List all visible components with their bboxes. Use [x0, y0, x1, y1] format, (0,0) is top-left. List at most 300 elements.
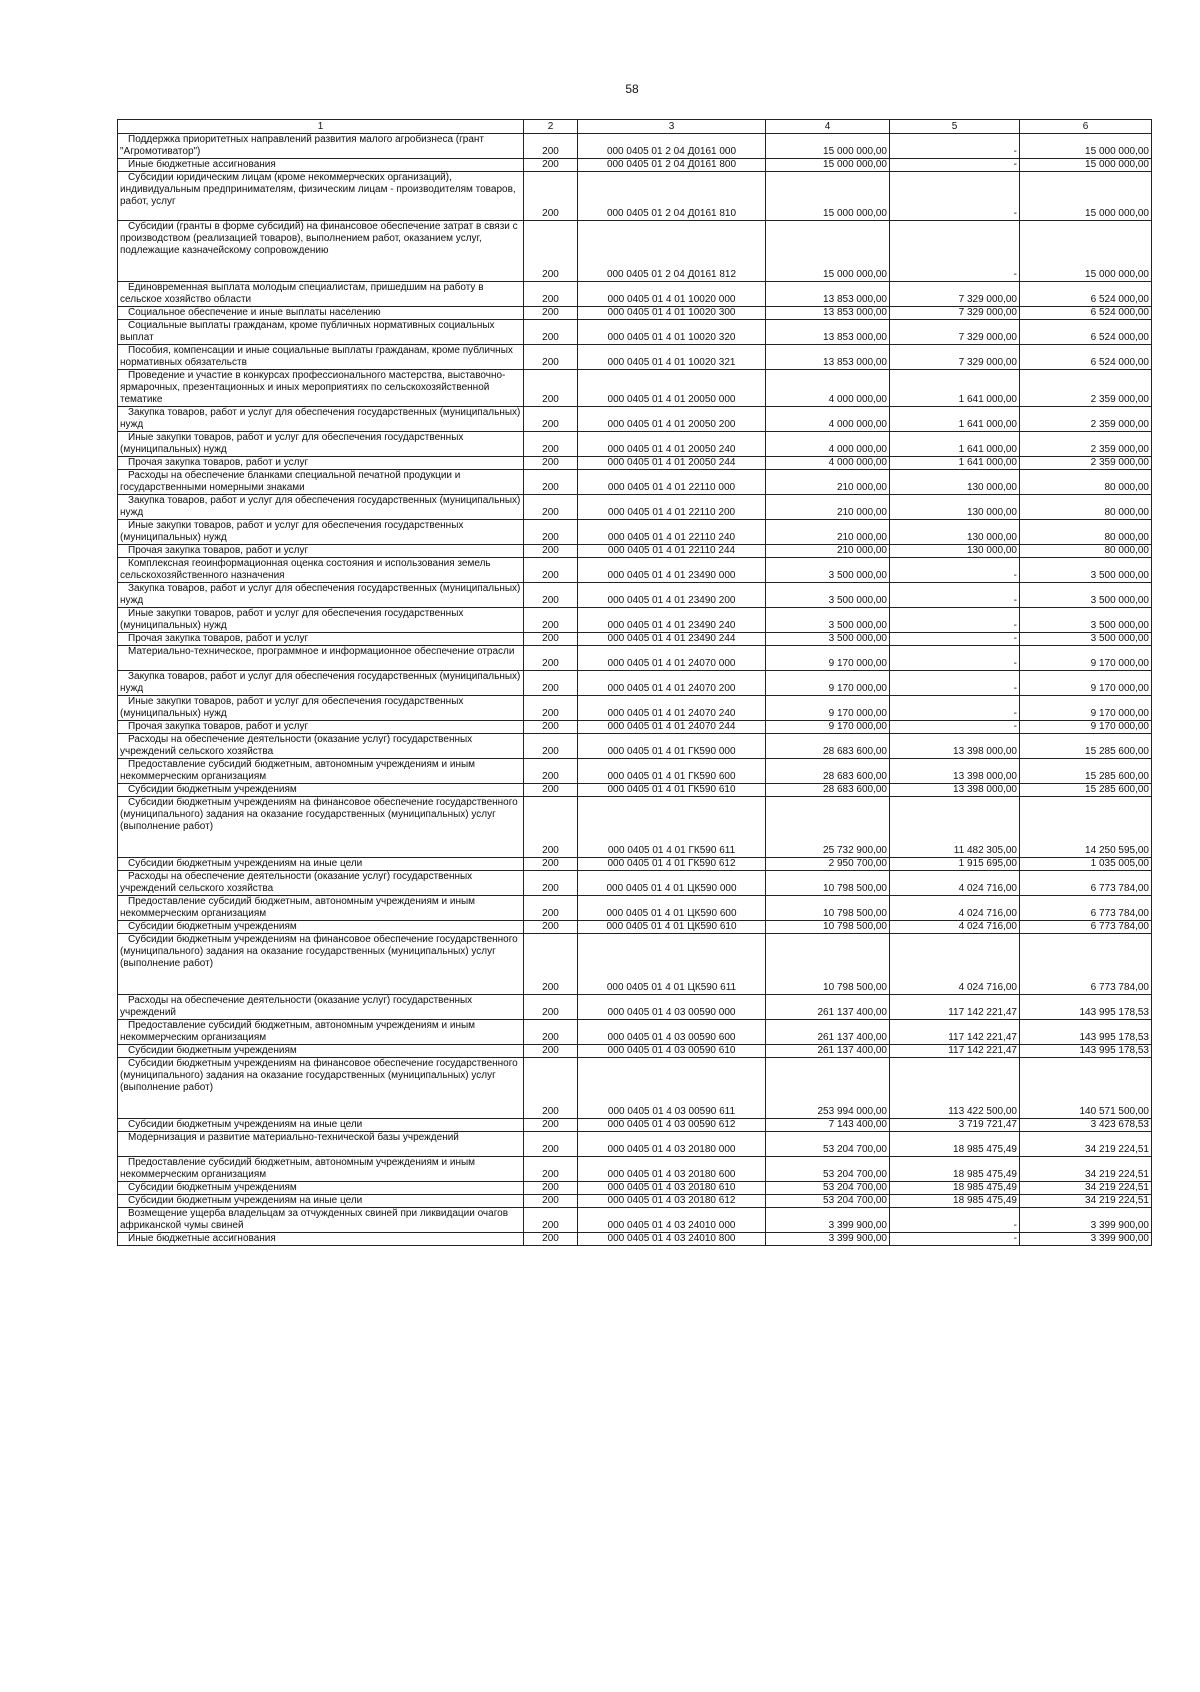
remainder-cell: 143 995 178,53 [1020, 1020, 1152, 1045]
budget-code-cell: 000 0405 01 4 03 24010 000 [578, 1208, 766, 1233]
section-code-cell: 200 [524, 407, 578, 432]
remainder-cell: 9 170 000,00 [1020, 721, 1152, 734]
executed-cell: - [890, 558, 1020, 583]
section-code-cell: 200 [524, 896, 578, 921]
row-name-cell: Предоставление субсидий бюджетным, автономным учреждениям и иным некоммерческим организациям [118, 896, 524, 921]
budget-code-cell: 000 0405 01 4 01 20050 244 [578, 457, 766, 470]
table-row [118, 646, 1152, 671]
executed-cell: 1 641 000,00 [890, 407, 1020, 432]
budget-code-cell: 000 0405 01 4 03 00590 000 [578, 995, 766, 1020]
section-code-cell: 200 [524, 221, 578, 282]
row-name-cell: Иные закупки товаров, работ и услуг для обеспечения государственных (муниципальных) нужд [118, 696, 524, 721]
table-row [118, 159, 1152, 172]
row-name-cell: Прочая закупка товаров, работ и услуг [118, 633, 524, 646]
section-code-cell: 200 [524, 558, 578, 583]
remainder-cell: 3 423 678,53 [1020, 1119, 1152, 1132]
row-name-cell: Возмещение ущерба владельцам за отчужденных свиней при ликвидации очагов африканской чумы свиней [118, 1208, 524, 1233]
remainder-cell: 3 500 000,00 [1020, 583, 1152, 608]
table-row [118, 608, 1152, 633]
section-code-cell: 200 [524, 784, 578, 797]
table-row [118, 934, 1152, 995]
amount-cell: 10 798 500,00 [766, 871, 890, 896]
amount-cell: 3 500 000,00 [766, 558, 890, 583]
executed-cell: 130 000,00 [890, 520, 1020, 545]
executed-cell: 113 422 500,00 [890, 1058, 1020, 1119]
section-code-cell: 200 [524, 608, 578, 633]
budget-code-cell: 000 0405 01 4 01 23490 244 [578, 633, 766, 646]
executed-cell: 1 641 000,00 [890, 457, 1020, 470]
amount-cell: 28 683 600,00 [766, 734, 890, 759]
amount-cell: 53 204 700,00 [766, 1182, 890, 1195]
amount-cell: 13 853 000,00 [766, 307, 890, 320]
table-row [118, 1045, 1152, 1058]
remainder-cell: 6 524 000,00 [1020, 307, 1152, 320]
remainder-cell: 9 170 000,00 [1020, 671, 1152, 696]
table-row [118, 495, 1152, 520]
budget-code-cell: 000 0405 01 4 01 22110 200 [578, 495, 766, 520]
remainder-cell: 15 285 600,00 [1020, 734, 1152, 759]
amount-cell: 4 000 000,00 [766, 457, 890, 470]
amount-cell: 210 000,00 [766, 545, 890, 558]
amount-cell: 15 000 000,00 [766, 172, 890, 221]
amount-cell: 2 950 700,00 [766, 858, 890, 871]
row-name-cell: Субсидии бюджетным учреждениям на иные цели [118, 1195, 524, 1208]
amount-cell: 210 000,00 [766, 495, 890, 520]
row-name-cell: Материально-техническое, программное и информационное обеспечение отрасли [118, 646, 524, 671]
row-name-cell: Иные бюджетные ассигнования [118, 159, 524, 172]
budget-code-cell: 000 0405 01 4 03 20180 610 [578, 1182, 766, 1195]
amount-cell: 4 000 000,00 [766, 370, 890, 407]
remainder-cell: 6 524 000,00 [1020, 320, 1152, 345]
budget-code-cell: 000 0405 01 4 01 ЦК590 000 [578, 871, 766, 896]
row-name-cell: Модернизация и развитие материально-технической базы учреждений [118, 1132, 524, 1157]
remainder-cell: 143 995 178,53 [1020, 995, 1152, 1020]
amount-cell: 261 137 400,00 [766, 1020, 890, 1045]
table-row [118, 221, 1152, 282]
row-name-cell: Прочая закупка товаров, работ и услуг [118, 457, 524, 470]
row-name-cell: Иные закупки товаров, работ и услуг для обеспечения государственных (муниципальных) нужд [118, 608, 524, 633]
row-name-cell: Субсидии (гранты в форме субсидий) на финансовое обеспечение затрат в связи с производством (реализацией товаров), выполнением работ, оказанием услуг, подлежащие казначейскому сопровождению [118, 221, 524, 282]
budget-code-cell: 000 0405 01 4 01 10020 000 [578, 282, 766, 307]
executed-cell: - [890, 671, 1020, 696]
executed-cell: - [890, 1208, 1020, 1233]
budget-code-cell: 000 0405 01 2 04 Д0161 000 [578, 134, 766, 159]
executed-cell: 117 142 221,47 [890, 995, 1020, 1020]
budget-code-cell: 000 0405 01 4 01 22110 240 [578, 520, 766, 545]
row-name-cell: Прочая закупка товаров, работ и услуг [118, 545, 524, 558]
remainder-cell: 143 995 178,53 [1020, 1045, 1152, 1058]
row-name-cell: Субсидии бюджетным учреждениям на финансовое обеспечение государственного (муниципального) задания на оказание государственных (муниципальных) услуг (выполнение работ) [118, 797, 524, 858]
table-row [118, 995, 1152, 1020]
amount-cell: 53 204 700,00 [766, 1195, 890, 1208]
amount-cell: 9 170 000,00 [766, 671, 890, 696]
amount-cell: 13 853 000,00 [766, 282, 890, 307]
amount-cell: 3 399 900,00 [766, 1233, 890, 1246]
amount-cell: 3 500 000,00 [766, 608, 890, 633]
row-name-cell: Предоставление субсидий бюджетным, автономным учреждениям и иным некоммерческим организациям [118, 1157, 524, 1182]
executed-cell: 18 985 475,49 [890, 1182, 1020, 1195]
remainder-cell: 1 035 005,00 [1020, 858, 1152, 871]
column-header: 1 [118, 120, 524, 134]
remainder-cell: 3 399 900,00 [1020, 1233, 1152, 1246]
table-row [118, 1119, 1152, 1132]
row-name-cell: Расходы на обеспечение деятельности (оказание услуг) государственных учреждений сельского хозяйства [118, 871, 524, 896]
budget-code-cell: 000 0405 01 4 01 20050 240 [578, 432, 766, 457]
section-code-cell: 200 [524, 1182, 578, 1195]
budget-code-cell: 000 0405 01 2 04 Д0161 810 [578, 172, 766, 221]
executed-cell: 117 142 221,47 [890, 1020, 1020, 1045]
row-name-cell: Предоставление субсидий бюджетным, автономным учреждениям и иным некоммерческим организациям [118, 1020, 524, 1045]
row-name-cell: Субсидии бюджетным учреждениям [118, 784, 524, 797]
table-row [118, 345, 1152, 370]
budget-table [117, 119, 1152, 1246]
remainder-cell: 3 500 000,00 [1020, 558, 1152, 583]
remainder-cell: 6 773 784,00 [1020, 896, 1152, 921]
executed-cell: 13 398 000,00 [890, 784, 1020, 797]
remainder-cell: 80 000,00 [1020, 470, 1152, 495]
amount-cell: 210 000,00 [766, 520, 890, 545]
table-row [118, 797, 1152, 858]
remainder-cell: 2 359 000,00 [1020, 432, 1152, 457]
section-code-cell: 200 [524, 457, 578, 470]
executed-cell: 13 398 000,00 [890, 759, 1020, 784]
row-name-cell: Закупка товаров, работ и услуг для обеспечения государственных (муниципальных) нужд [118, 583, 524, 608]
budget-code-cell: 000 0405 01 4 01 ГК590 600 [578, 759, 766, 784]
remainder-cell: 6 773 784,00 [1020, 871, 1152, 896]
page-number: 58 [625, 82, 639, 96]
column-header: 4 [766, 120, 890, 134]
executed-cell: - [890, 159, 1020, 172]
table-row [118, 583, 1152, 608]
amount-cell: 15 000 000,00 [766, 159, 890, 172]
budget-code-cell: 000 0405 01 4 01 ГК590 610 [578, 784, 766, 797]
remainder-cell: 2 359 000,00 [1020, 457, 1152, 470]
table-row [118, 721, 1152, 734]
row-name-cell: Поддержка приоритетных направлений развития малого агробизнеса (грант "Агромотиватор") [118, 134, 524, 159]
executed-cell: 1 641 000,00 [890, 432, 1020, 457]
remainder-cell: 15 000 000,00 [1020, 159, 1152, 172]
row-name-cell: Закупка товаров, работ и услуг для обеспечения государственных (муниципальных) нужд [118, 671, 524, 696]
remainder-cell: 3 500 000,00 [1020, 608, 1152, 633]
row-name-cell: Субсидии бюджетным учреждениям на финансовое обеспечение государственного (муниципального) задания на оказание государственных (муниципальных) услуг (выполнение работ) [118, 934, 524, 995]
section-code-cell: 200 [524, 1233, 578, 1246]
budget-code-cell: 000 0405 01 4 03 00590 612 [578, 1119, 766, 1132]
row-name-cell: Иные закупки товаров, работ и услуг для обеспечения государственных (муниципальных) нужд [118, 432, 524, 457]
row-name-cell: Единовременная выплата молодым специалистам, пришедшим на работу в сельское хозяйство области [118, 282, 524, 307]
executed-cell: 4 024 716,00 [890, 896, 1020, 921]
section-code-cell: 200 [524, 871, 578, 896]
column-header: 5 [890, 120, 1020, 134]
table-row [118, 1157, 1152, 1182]
budget-code-cell: 000 0405 01 4 01 23490 000 [578, 558, 766, 583]
executed-cell: - [890, 172, 1020, 221]
budget-code-cell: 000 0405 01 4 03 00590 611 [578, 1058, 766, 1119]
amount-cell: 261 137 400,00 [766, 995, 890, 1020]
row-name-cell: Субсидии бюджетным учреждениям на иные цели [118, 858, 524, 871]
column-header: 3 [578, 120, 766, 134]
remainder-cell: 2 359 000,00 [1020, 370, 1152, 407]
section-code-cell: 200 [524, 858, 578, 871]
budget-code-cell: 000 0405 01 4 01 ЦК590 611 [578, 934, 766, 995]
remainder-cell: 15 000 000,00 [1020, 221, 1152, 282]
table-row [118, 370, 1152, 407]
table-row [118, 470, 1152, 495]
row-name-cell: Социальные выплаты гражданам, кроме публичных нормативных социальных выплат [118, 320, 524, 345]
table-row [118, 1182, 1152, 1195]
section-code-cell: 200 [524, 633, 578, 646]
remainder-cell: 15 000 000,00 [1020, 134, 1152, 159]
executed-cell: 18 985 475,49 [890, 1132, 1020, 1157]
budget-code-cell: 000 0405 01 2 04 Д0161 812 [578, 221, 766, 282]
executed-cell: 18 985 475,49 [890, 1195, 1020, 1208]
budget-code-cell: 000 0405 01 4 01 22110 000 [578, 470, 766, 495]
remainder-cell: 34 219 224,51 [1020, 1157, 1152, 1182]
section-code-cell: 200 [524, 1119, 578, 1132]
budget-code-cell: 000 0405 01 4 01 ГК590 612 [578, 858, 766, 871]
table-row [118, 172, 1152, 221]
budget-code-cell: 000 0405 01 4 01 ЦК590 610 [578, 921, 766, 934]
section-code-cell: 200 [524, 520, 578, 545]
section-code-cell: 200 [524, 320, 578, 345]
section-code-cell: 200 [524, 921, 578, 934]
section-code-cell: 200 [524, 671, 578, 696]
table-row [118, 633, 1152, 646]
row-name-cell: Закупка товаров, работ и услуг для обеспечения государственных (муниципальных) нужд [118, 495, 524, 520]
remainder-cell: 9 170 000,00 [1020, 696, 1152, 721]
remainder-cell: 80 000,00 [1020, 520, 1152, 545]
section-code-cell: 200 [524, 734, 578, 759]
row-name-cell: Субсидии бюджетным учреждениям на финансовое обеспечение государственного (муниципального) задания на оказание государственных (муниципальных) услуг (выполнение работ) [118, 1058, 524, 1119]
row-name-cell: Расходы на обеспечение бланками специальной печатной продукции и государственными номерными знаками [118, 470, 524, 495]
row-name-cell: Субсидии бюджетным учреждениям [118, 1182, 524, 1195]
budget-code-cell: 000 0405 01 4 03 20180 000 [578, 1132, 766, 1157]
amount-cell: 9 170 000,00 [766, 696, 890, 721]
remainder-cell: 80 000,00 [1020, 545, 1152, 558]
executed-cell: 11 482 305,00 [890, 797, 1020, 858]
amount-cell: 13 853 000,00 [766, 320, 890, 345]
budget-code-cell: 000 0405 01 4 01 ЦК590 600 [578, 896, 766, 921]
table-row [118, 457, 1152, 470]
section-code-cell: 200 [524, 759, 578, 784]
section-code-cell: 200 [524, 1020, 578, 1045]
budget-code-cell: 000 0405 01 4 01 20050 000 [578, 370, 766, 407]
table-row [118, 1058, 1152, 1119]
budget-code-cell: 000 0405 01 4 01 10020 321 [578, 345, 766, 370]
section-code-cell: 200 [524, 583, 578, 608]
amount-cell: 28 683 600,00 [766, 784, 890, 797]
amount-cell: 15 000 000,00 [766, 134, 890, 159]
table-row [118, 282, 1152, 307]
amount-cell: 9 170 000,00 [766, 646, 890, 671]
amount-cell: 53 204 700,00 [766, 1132, 890, 1157]
table-row [118, 759, 1152, 784]
budget-code-cell: 000 0405 01 4 01 23490 240 [578, 608, 766, 633]
executed-cell: 3 719 721,47 [890, 1119, 1020, 1132]
executed-cell: - [890, 721, 1020, 734]
amount-cell: 10 798 500,00 [766, 934, 890, 995]
table-row [118, 407, 1152, 432]
budget-code-cell: 000 0405 01 4 01 ГК590 000 [578, 734, 766, 759]
budget-code-cell: 000 0405 01 4 01 10020 320 [578, 320, 766, 345]
row-name-cell: Субсидии юридическим лицам (кроме некоммерческих организаций), индивидуальным предпринимателям, физическим лицам - производителям товаров, работ, услуг [118, 172, 524, 221]
table-row [118, 1020, 1152, 1045]
column-header: 2 [524, 120, 578, 134]
budget-code-cell: 000 0405 01 4 03 20180 600 [578, 1157, 766, 1182]
remainder-cell: 3 399 900,00 [1020, 1208, 1152, 1233]
table-row [118, 784, 1152, 797]
executed-cell: 1 641 000,00 [890, 370, 1020, 407]
section-code-cell: 200 [524, 721, 578, 734]
remainder-cell: 15 285 600,00 [1020, 759, 1152, 784]
executed-cell: - [890, 608, 1020, 633]
section-code-cell: 200 [524, 307, 578, 320]
section-code-cell: 200 [524, 696, 578, 721]
table-row [118, 432, 1152, 457]
executed-cell: 4 024 716,00 [890, 871, 1020, 896]
budget-code-cell: 000 0405 01 4 03 00590 600 [578, 1020, 766, 1045]
amount-cell: 3 399 900,00 [766, 1208, 890, 1233]
section-code-cell: 200 [524, 282, 578, 307]
section-code-cell: 200 [524, 370, 578, 407]
row-name-cell: Иные бюджетные ассигнования [118, 1233, 524, 1246]
remainder-cell: 6 524 000,00 [1020, 282, 1152, 307]
executed-cell: - [890, 633, 1020, 646]
budget-code-cell: 000 0405 01 4 01 20050 200 [578, 407, 766, 432]
row-name-cell: Субсидии бюджетным учреждениям [118, 1045, 524, 1058]
executed-cell: - [890, 696, 1020, 721]
budget-code-cell: 000 0405 01 4 01 ГК590 611 [578, 797, 766, 858]
budget-code-cell: 000 0405 01 4 01 24070 000 [578, 646, 766, 671]
budget-code-cell: 000 0405 01 2 04 Д0161 800 [578, 159, 766, 172]
amount-cell: 3 500 000,00 [766, 583, 890, 608]
section-code-cell: 200 [524, 432, 578, 457]
remainder-cell: 14 250 595,00 [1020, 797, 1152, 858]
table-row [118, 871, 1152, 896]
amount-cell: 13 853 000,00 [766, 345, 890, 370]
executed-cell: - [890, 1233, 1020, 1246]
executed-cell: 4 024 716,00 [890, 934, 1020, 995]
amount-cell: 28 683 600,00 [766, 759, 890, 784]
budget-code-cell: 000 0405 01 4 01 24070 240 [578, 696, 766, 721]
executed-cell: 130 000,00 [890, 470, 1020, 495]
section-code-cell: 200 [524, 1157, 578, 1182]
budget-code-cell: 000 0405 01 4 03 20180 612 [578, 1195, 766, 1208]
amount-cell: 25 732 900,00 [766, 797, 890, 858]
executed-cell: 7 329 000,00 [890, 307, 1020, 320]
table-row [118, 520, 1152, 545]
table-row [118, 921, 1152, 934]
remainder-cell: 9 170 000,00 [1020, 646, 1152, 671]
amount-cell: 10 798 500,00 [766, 921, 890, 934]
executed-cell: 117 142 221,47 [890, 1045, 1020, 1058]
amount-cell: 4 000 000,00 [766, 407, 890, 432]
remainder-cell: 6 524 000,00 [1020, 345, 1152, 370]
table-row [118, 671, 1152, 696]
section-code-cell: 200 [524, 1195, 578, 1208]
section-code-cell: 200 [524, 1058, 578, 1119]
table-row [118, 545, 1152, 558]
table-row [118, 1195, 1152, 1208]
table-row [118, 734, 1152, 759]
budget-code-cell: 000 0405 01 4 01 24070 200 [578, 671, 766, 696]
amount-cell: 4 000 000,00 [766, 432, 890, 457]
executed-cell: - [890, 221, 1020, 282]
amount-cell: 7 143 400,00 [766, 1119, 890, 1132]
executed-cell: 1 915 695,00 [890, 858, 1020, 871]
section-code-cell: 200 [524, 545, 578, 558]
executed-cell: 18 985 475,49 [890, 1157, 1020, 1182]
executed-cell: - [890, 134, 1020, 159]
section-code-cell: 200 [524, 159, 578, 172]
amount-cell: 210 000,00 [766, 470, 890, 495]
section-code-cell: 200 [524, 495, 578, 520]
table-row [118, 558, 1152, 583]
section-code-cell: 200 [524, 470, 578, 495]
section-code-cell: 200 [524, 1208, 578, 1233]
remainder-cell: 15 285 600,00 [1020, 784, 1152, 797]
row-name-cell: Субсидии бюджетным учреждениям на иные цели [118, 1119, 524, 1132]
remainder-cell: 34 219 224,51 [1020, 1132, 1152, 1157]
row-name-cell: Субсидии бюджетным учреждениям [118, 921, 524, 934]
row-name-cell: Социальное обеспечение и иные выплаты населению [118, 307, 524, 320]
section-code-cell: 200 [524, 797, 578, 858]
row-name-cell: Закупка товаров, работ и услуг для обеспечения государственных (муниципальных) нужд [118, 407, 524, 432]
table-row [118, 1233, 1152, 1246]
executed-cell: 4 024 716,00 [890, 921, 1020, 934]
budget-code-cell: 000 0405 01 4 01 22110 244 [578, 545, 766, 558]
budget-code-cell: 000 0405 01 4 01 24070 244 [578, 721, 766, 734]
amount-cell: 53 204 700,00 [766, 1157, 890, 1182]
row-name-cell: Расходы на обеспечение деятельности (оказание услуг) государственных учреждений [118, 995, 524, 1020]
row-name-cell: Иные закупки товаров, работ и услуг для обеспечения государственных (муниципальных) нужд [118, 520, 524, 545]
section-code-cell: 200 [524, 995, 578, 1020]
table-row [118, 896, 1152, 921]
section-code-cell: 200 [524, 134, 578, 159]
remainder-cell: 6 773 784,00 [1020, 934, 1152, 995]
executed-cell: 7 329 000,00 [890, 282, 1020, 307]
remainder-cell: 140 571 500,00 [1020, 1058, 1152, 1119]
remainder-cell: 15 000 000,00 [1020, 172, 1152, 221]
remainder-cell: 80 000,00 [1020, 495, 1152, 520]
remainder-cell: 6 773 784,00 [1020, 921, 1152, 934]
amount-cell: 261 137 400,00 [766, 1045, 890, 1058]
row-name-cell: Комплексная геоинформационная оценка состояния и использования земель сельскохозяйственного назначения [118, 558, 524, 583]
remainder-cell: 34 219 224,51 [1020, 1182, 1152, 1195]
amount-cell: 9 170 000,00 [766, 721, 890, 734]
executed-cell: - [890, 583, 1020, 608]
table-row [118, 858, 1152, 871]
header-row [118, 120, 1152, 134]
executed-cell: 7 329 000,00 [890, 345, 1020, 370]
section-code-cell: 200 [524, 1132, 578, 1157]
amount-cell: 15 000 000,00 [766, 221, 890, 282]
budget-code-cell: 000 0405 01 4 01 10020 300 [578, 307, 766, 320]
table-row [118, 307, 1152, 320]
table-body [118, 134, 1152, 1246]
section-code-cell: 200 [524, 646, 578, 671]
table-row [118, 320, 1152, 345]
amount-cell: 10 798 500,00 [766, 896, 890, 921]
section-code-cell: 200 [524, 172, 578, 221]
row-name-cell: Прочая закупка товаров, работ и услуг [118, 721, 524, 734]
budget-code-cell: 000 0405 01 4 01 23490 200 [578, 583, 766, 608]
executed-cell: 130 000,00 [890, 495, 1020, 520]
row-name-cell: Пособия, компенсации и иные социальные выплаты гражданам, кроме публичных нормативных обязательств [118, 345, 524, 370]
section-code-cell: 200 [524, 1045, 578, 1058]
executed-cell: 13 398 000,00 [890, 734, 1020, 759]
executed-cell: - [890, 646, 1020, 671]
remainder-cell: 2 359 000,00 [1020, 407, 1152, 432]
